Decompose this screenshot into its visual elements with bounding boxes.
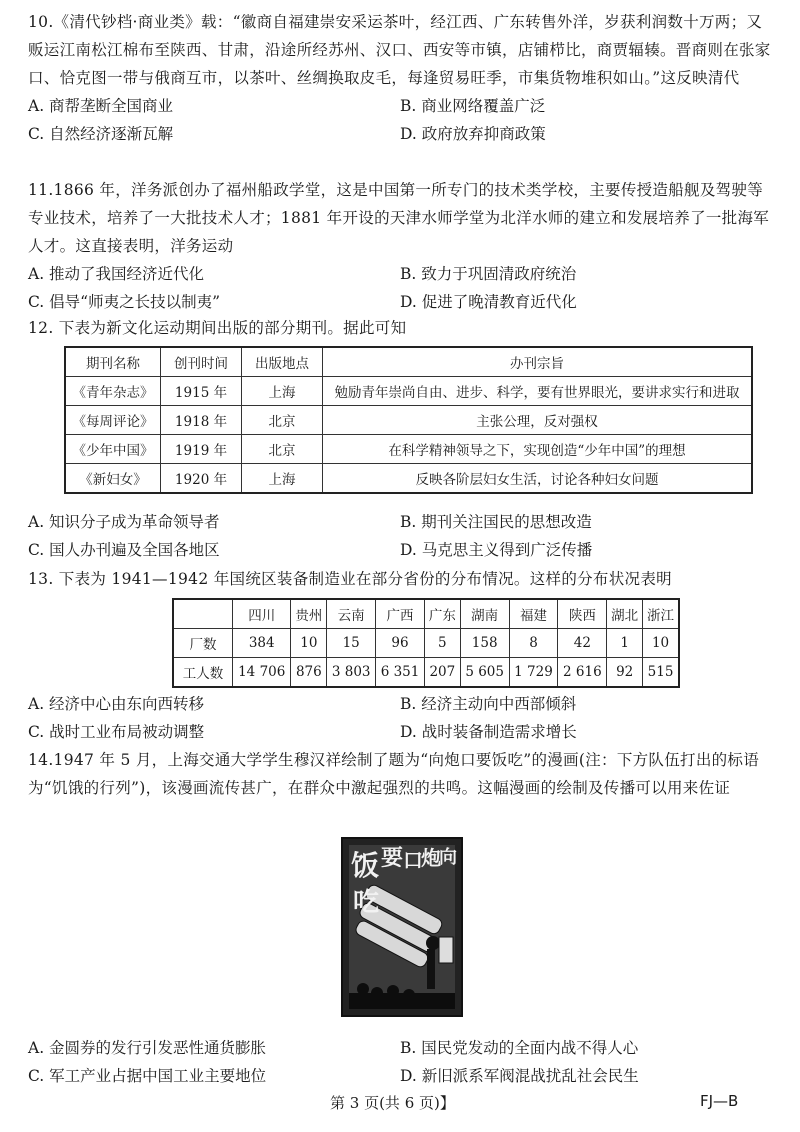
table-cell: 主张公理，反对强权	[323, 406, 753, 435]
table-cell: 96	[376, 629, 425, 658]
question-stem: 11.1866 年，洋务派创办了福州船政学堂，这是中国第一所专门的技术类学校，主要传授造船舰及驾驶等专业技术，培养了一大批技术人才；1881 年开设的天津水师学堂为北洋水师的建立和发展培养了一批海军人才。这直接表明，洋务运动	[28, 181, 770, 255]
periodicals-table	[64, 346, 753, 494]
question-14-options	[28, 1034, 776, 1090]
option-c[interactable]: C. 自然经济逐渐瓦解	[28, 125, 174, 143]
table-cell: 5 605	[460, 658, 509, 688]
table-header-cell: 湖北	[607, 599, 643, 629]
table-cell: 6 351	[376, 658, 425, 688]
option-c[interactable]: C. 倡导“师夷之长技以制夷”	[28, 293, 221, 311]
cartoon-char: 饭	[351, 849, 380, 882]
table-header-cell: 贵州	[291, 599, 327, 629]
option-b[interactable]: B. 经济主动向中西部倾斜	[400, 695, 577, 713]
table-cell: 207	[424, 658, 460, 688]
option-b[interactable]: B. 致力于巩固清政府统治	[400, 265, 577, 283]
question-stem: 12. 下表为新文化运动期间出版的部分期刊。据此可知	[28, 319, 407, 337]
table-cell: 上海	[242, 377, 323, 406]
table-row	[65, 464, 752, 494]
option-d[interactable]: D. 促进了晚清教育近代化	[400, 293, 577, 311]
options	[28, 690, 776, 746]
question-13-options	[28, 690, 776, 746]
table-cell: 3 803	[327, 658, 376, 688]
option-b[interactable]: B. 商业网络覆盖广泛	[400, 97, 546, 115]
option-c[interactable]: C. 战时工业布局被动调整	[28, 723, 205, 741]
table-row	[173, 629, 679, 658]
table-cell: 8	[509, 629, 558, 658]
option-d[interactable]: D. 政府放弃抑商政策	[400, 125, 546, 143]
table-cell: 2 616	[558, 658, 607, 688]
option-b[interactable]: B. 国民党发动的全面内战不得人心	[400, 1039, 639, 1057]
question-stem: 14.1947 年 5 月，上海交通大学学生穆汉祥绘制了题为“向炮口要饭吃”的漫画(注：下方队伍打出的标语为“饥饿的行列”)，该漫画流传甚广，在群众中激起强烈的共鸣。这幅漫画的绘制及传播可以用来佐证	[28, 751, 760, 797]
table-header-cell: 福建	[509, 599, 558, 629]
cartoon-char: 口	[403, 848, 423, 872]
question-11	[28, 176, 776, 316]
question-10	[28, 8, 776, 148]
table-cell: 1920 年	[161, 464, 242, 494]
cartoon-image	[341, 837, 463, 1017]
table-cell: 北京	[242, 406, 323, 435]
option-d[interactable]: D. 战时装备制造需求增长	[400, 723, 577, 741]
table-cell: 1 729	[509, 658, 558, 688]
table-cell: 92	[607, 658, 643, 688]
option-b[interactable]: B. 期刊关注国民的思想改造	[400, 513, 592, 531]
table-cell: 勉励青年崇尚自由、进步、科学，要有世界眼光，要讲求实行和进取	[323, 377, 753, 406]
option-a[interactable]: A. 经济中心由东向西转移	[28, 695, 205, 713]
cartoon-char: 向	[439, 847, 457, 868]
cartoon-char: 炮	[421, 846, 441, 870]
question-13	[28, 565, 776, 593]
option-c[interactable]: C. 国人办刊遍及全国各地区	[28, 541, 220, 559]
table-cell: 5	[424, 629, 460, 658]
table-cell: 14 706	[233, 658, 291, 688]
table-cell: 在科学精神领导之下，实现创造“少年中国”的理想	[323, 435, 753, 464]
table-row	[65, 435, 752, 464]
table-cell: 876	[291, 658, 327, 688]
option-a[interactable]: A. 商帮垄断全国商业	[28, 97, 174, 115]
table-header-cell: 创刊时间	[161, 347, 242, 377]
question-12-options	[28, 508, 776, 564]
page-number: 第 3 页(共 6 页)】	[330, 1094, 455, 1112]
table-header-cell: 广东	[424, 599, 460, 629]
table-cell: 反映各阶层妇女生活，讨论各种妇女问题	[323, 464, 753, 494]
table-cell: 1919 年	[161, 435, 242, 464]
table-cell: 《每周评论》	[65, 406, 161, 435]
options	[28, 1034, 776, 1090]
options	[28, 508, 776, 564]
table-header-row	[173, 599, 679, 629]
table-header-cell: 陕西	[558, 599, 607, 629]
question-14	[28, 746, 776, 802]
cartoon-char: 吃	[353, 888, 380, 918]
table-row	[173, 658, 679, 688]
table-header-cell: 期刊名称	[65, 347, 161, 377]
table-cell: 上海	[242, 464, 323, 494]
options	[28, 260, 776, 316]
factories-table	[172, 598, 680, 688]
table-row	[65, 377, 752, 406]
table-cell: 厂数	[173, 629, 233, 658]
table-header-cell: 云南	[327, 599, 376, 629]
paper-code: FJ—B	[700, 1092, 739, 1110]
table-cell: 515	[643, 658, 679, 688]
table-cell: 北京	[242, 435, 323, 464]
table-cell: 10	[291, 629, 327, 658]
table-cell: 《新妇女》	[65, 464, 161, 494]
table-cell: 158	[460, 629, 509, 658]
table-cell: 1918 年	[161, 406, 242, 435]
table-header-cell: 浙江	[643, 599, 679, 629]
option-a[interactable]: A. 知识分子成为革命领导者	[28, 513, 220, 531]
options	[28, 92, 776, 148]
table-cell: 1915 年	[161, 377, 242, 406]
option-a[interactable]: A. 金圆券的发行引发恶性通货膨胀	[28, 1039, 267, 1057]
option-d[interactable]: D. 马克思主义得到广泛传播	[400, 541, 593, 559]
cartoon-drawing	[343, 839, 461, 1015]
question-stem: 13. 下表为 1941—1942 年国统区装备制造业在部分省份的分布情况。这样的分布状况表明	[28, 570, 672, 588]
table-header-cell: 四川	[233, 599, 291, 629]
table-cell: 《青年杂志》	[65, 377, 161, 406]
table-header-row	[65, 347, 752, 377]
option-a[interactable]: A. 推动了我国经济近代化	[28, 265, 205, 283]
table-header-cell: 广西	[376, 599, 425, 629]
question-12	[28, 314, 776, 342]
option-c[interactable]: C. 军工产业占据中国工业主要地位	[28, 1067, 267, 1085]
table-header-cell	[173, 599, 233, 629]
table-header-cell: 湖南	[460, 599, 509, 629]
table-cell: 10	[643, 629, 679, 658]
option-d[interactable]: D. 新旧派系军阀混战扰乱社会民生	[400, 1067, 639, 1085]
question-stem: 10.《清代钞档·商业类》载：“徽商自福建崇安采运茶叶，经江西、广东转售外洋，岁获利润数十万两；又贩运江南松江棉布至陕西、甘肃，沿途所经苏州、汉口、西安等市镇，店铺栉比，商贾辐辏。晋商则在张家口、恰克图一带与俄商互市，以茶叶、丝绸换取皮毛，每逢贸易旺季，市集货物堆积如山。”这反映清代	[28, 13, 771, 87]
table-cell: 1	[607, 629, 643, 658]
table-cell: 《少年中国》	[65, 435, 161, 464]
table-cell: 384	[233, 629, 291, 658]
table-cell: 15	[327, 629, 376, 658]
cartoon-char: 要	[381, 846, 404, 871]
table-row	[65, 406, 752, 435]
table-header-cell: 出版地点	[242, 347, 323, 377]
table-header-cell: 办刊宗旨	[323, 347, 753, 377]
table-cell: 42	[558, 629, 607, 658]
table-cell: 工人数	[173, 658, 233, 688]
